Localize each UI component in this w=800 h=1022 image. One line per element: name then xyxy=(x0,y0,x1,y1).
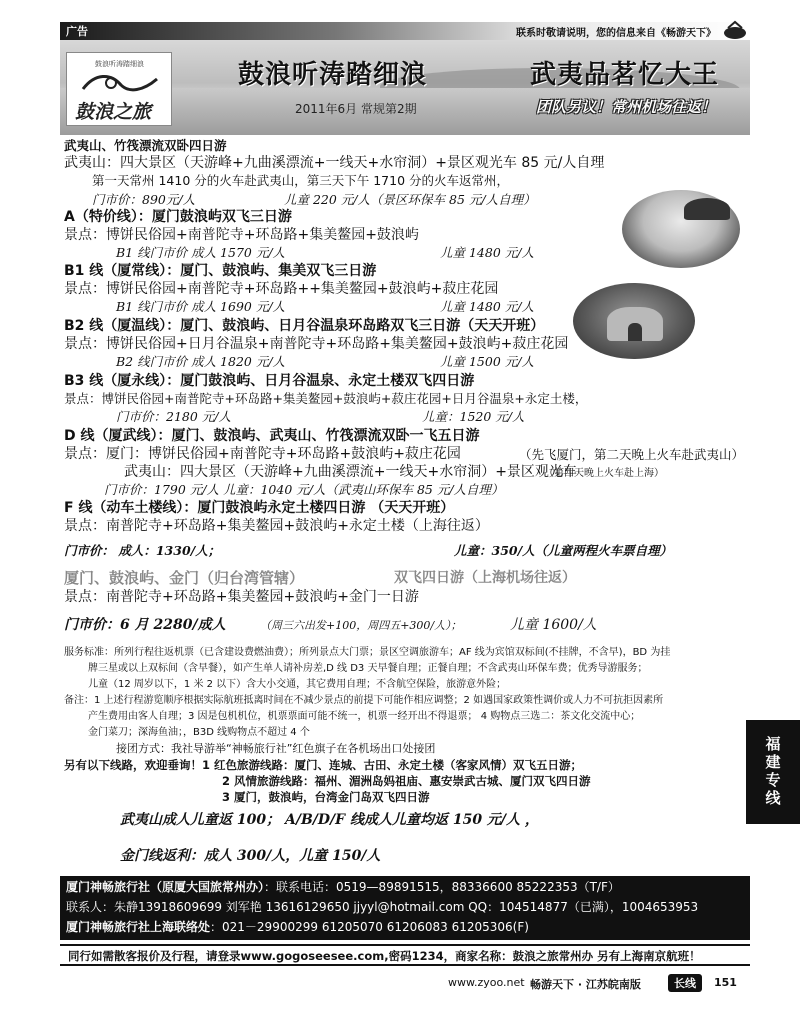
header-banner xyxy=(60,40,750,135)
footer-notice: 同行如需散客报价及行程，请登录www.gogoseesee.com,密码1234，商家名称：鼓浪之旅常州办 另有上海南京航班！ xyxy=(68,949,701,963)
pickup-method: 接团方式：我社导游举“神畅旅行社”红色旗子在各机场出口处接团 xyxy=(116,742,436,755)
tour-detail: 景点：厦门：博饼民俗园+南普陀寺+环岛路+鼓浪屿+菽庄花园 xyxy=(64,446,461,462)
page-footer xyxy=(60,974,750,994)
price: B1 线门市价 成人 1690 元/人 xyxy=(116,299,286,314)
child-price: 儿童：1520 元/人 xyxy=(422,409,525,424)
child-price: 儿童 1600/人 xyxy=(510,617,597,633)
service-standard: 儿童（12 周岁以下，1 米 2 以下）含大小交通，其它费用自理；不含航空保险，旅游意外险； xyxy=(88,679,507,690)
child-price: 儿童 1480 元/人 xyxy=(440,299,534,314)
wave-logo-icon xyxy=(81,71,159,95)
price: 门市价：890元/人 xyxy=(92,192,196,207)
footer-notice-bar xyxy=(60,944,750,966)
price: 门市价：1790 元/人 儿童：1040 元/人（武夷山环保车 85 元/人自理） xyxy=(104,482,504,497)
other-routes: 2 风情旅游线路：福州、湄洲岛妈祖庙、惠安崇武古城、厦门双飞四日游 xyxy=(222,774,591,788)
tour-detail: 景点：博饼民俗园+南普陀寺+环岛路++集美鳌园+鼓浪屿+菽庄花园 xyxy=(64,281,499,297)
logo-text: 鼓浪之旅 xyxy=(75,101,152,123)
section-tab xyxy=(746,720,800,824)
other-routes: 3 厦门，鼓浪屿，台湾金门岛双飞四日游 xyxy=(222,790,430,804)
agency-name: 厦门神畅旅行社（原厦大国旅常州办） xyxy=(66,880,265,894)
remarks: 金门菜刀；深海鱼油；，B3D 线购物点不超过 4 个 xyxy=(88,727,310,738)
other-routes: 另有以下线路，欢迎垂询！1 红色旅游线路：厦门、连城、古田、永定土楼（客家风情）双飞五日游； xyxy=(64,758,582,772)
tour-detail: 景点：南普陀寺+环岛路+集美鳌园+鼓浪屿+永定土楼（上海往返） xyxy=(64,518,489,534)
child-price: 儿童：350/人（儿童两程火车票自理） xyxy=(454,543,673,558)
magazine-brand: 畅游天下 · 江苏皖南版 xyxy=(530,978,641,991)
page-number: 151 xyxy=(714,976,737,989)
price: 门市价：2180 元/人 xyxy=(116,409,231,424)
price: 门市价： 成人：1330/人； xyxy=(64,543,221,558)
tour-title: 武夷山、竹筏漂流双卧四日游 xyxy=(64,138,227,153)
tour-detail: 景点：博饼民俗园+南普陀寺+环岛路+集美鳌园+鼓浪屿+菽庄花园+日月谷温泉+永定土楼， xyxy=(64,391,588,406)
island-photo xyxy=(622,190,740,268)
service-standard: 牌三星或以上双标间（含早餐），如产生单人请补房差,D 线 D3 天早餐自理；正餐自理；不含武夷山环保车费；优秀导游服务； xyxy=(88,663,648,674)
tour-title: D 线（厦武线）：厦门、鼓浪屿、武夷山、竹筏漂流双卧一飞五日游 xyxy=(64,428,480,444)
tour-detail: 第一天常州 1410 分的火车赴武夷山，第三天下午 1710 分的火车返常州， xyxy=(92,173,510,188)
brand-logo xyxy=(66,52,172,126)
price: B2 线门市价 成人 1820 元/人 xyxy=(116,354,286,369)
rebate-info: 武夷山成人儿童返 100； A/B/D/F 线成人儿童均返 150 元/人 ， xyxy=(120,812,539,828)
child-price: 儿童 1480 元/人 xyxy=(440,245,534,260)
ad-label: 广告 xyxy=(66,25,88,38)
tour-title: B1 线（厦常线）：厦门、鼓浪屿、集美双飞三日游 xyxy=(64,263,377,279)
tour-detail: 景点：南普陀寺+环岛路+集美鳌园+鼓浪屿+金门一日游 xyxy=(64,589,419,605)
slogan: 团队另议！常州机场往返！ xyxy=(536,98,717,116)
service-standard: 服务标准：所列行程往返机票（已含建设费燃油费）；所列景点大门票；景区空调旅游车；AF 线为宾馆双标间(不挂牌，不含早)，BD 为挂 xyxy=(64,647,671,658)
shanghai-office-name: 厦门神畅旅行社上海联络处 xyxy=(66,920,211,934)
tour-title: 厦门、鼓浪屿、金门（归台湾管辖） xyxy=(64,569,305,587)
agency-contacts: 联系人：朱静13918609699 刘军艳 13616129650 jjyyl@hotmail.com QQ：104514877（已满），1004653953 xyxy=(66,900,699,914)
price-note: （周三六出发+100，周四五+300/人）； xyxy=(260,619,462,632)
agency-contact-box xyxy=(60,876,750,940)
remarks: 产生费用由客人自理；3 因是包机机位，机票票面可能不统一，机票一经开出不得退票； 4 购物点三选二：茶文化交流中心； xyxy=(88,711,641,722)
tour-title: A（特价线）：厦门鼓浪屿双飞三日游 xyxy=(64,209,292,225)
issue-date: 2011年6月 常规第2期 xyxy=(295,102,417,116)
logo-small-text: 鼓浪听涛踏细浪 xyxy=(95,60,144,68)
remarks: 备注：1 上述行程游览顺序根据实际航班抵离时间在不减少景点的前提下可能作相应调整；2 如遇国家政策性调价或人力不可抗拒因素所 xyxy=(64,695,664,706)
magazine-logo-icon xyxy=(722,20,748,42)
shanghai-office-phone: ：021－29900299 61205070 61206083 61205306(F) xyxy=(210,920,529,934)
child-price: 儿童 220 元/人（景区环保车 85 元/人自理） xyxy=(284,192,536,207)
child-price: 儿童 1500 元/人 xyxy=(440,354,534,369)
headline-right: 武夷品茗忆大王 xyxy=(530,60,720,90)
price: B1 线门市价 成人 1570 元/人 xyxy=(116,245,286,260)
top-banner-bar xyxy=(60,22,750,40)
headline-left: 鼓浪听涛踏细浪 xyxy=(238,60,428,90)
tour-detail: 景点：博饼民俗园+南普陀寺+环岛路+集美鳌园+鼓浪屿 xyxy=(64,227,419,243)
tour-title: B3 线（厦永线）：厦门鼓浪屿、日月谷温泉、永定土楼双飞四日游 xyxy=(64,373,475,389)
tour-title: 双飞四日游（上海机场往返） xyxy=(394,570,576,586)
rebate-info: 金门线返利：成人 300/人，儿童 150/人 xyxy=(120,848,381,864)
source-notice: 联系时敬请说明，您的信息来自《畅游天下》 xyxy=(516,28,716,39)
tour-note: （先飞厦门，第二天晚上火车赴武夷山） xyxy=(519,447,745,462)
tour-detail: 景点：博饼民俗园+日月谷温泉+南普陀寺+环岛路+集美鳌园+鼓浪屿+菽庄花园 xyxy=(64,336,569,352)
tour-title: F 线（动车土楼线）：厦门鼓浪屿永定土楼四日游 （天天开班） xyxy=(64,500,455,516)
tour-detail: 武夷山：四大景区（天游峰+九曲溪漂流+一线天+水帘洞）+景区观光车 xyxy=(124,464,577,480)
tour-note: （第四天晚上火车赴上海） xyxy=(544,468,664,479)
tulou-photo xyxy=(573,283,695,359)
tour-detail: 武夷山：四大景区（天游峰+九曲溪漂流+一线天+水帘洞）+景区观光车 85 元/人自理 xyxy=(64,155,605,171)
category-tag: 长线 xyxy=(668,974,702,992)
section-tab-label: 福建专线 xyxy=(763,736,782,808)
agency-phone: ：联系电话：0519—89891515，88336600 85222353（T/F） xyxy=(264,880,620,894)
site-url[interactable]: www.zyoo.net xyxy=(448,976,525,989)
tour-title: B2 线（厦温线）：厦门、鼓浪屿、日月谷温泉环岛路双飞三日游（天天开班） xyxy=(64,318,545,334)
price: 门市价：6 月 2280/成人 xyxy=(64,617,226,633)
